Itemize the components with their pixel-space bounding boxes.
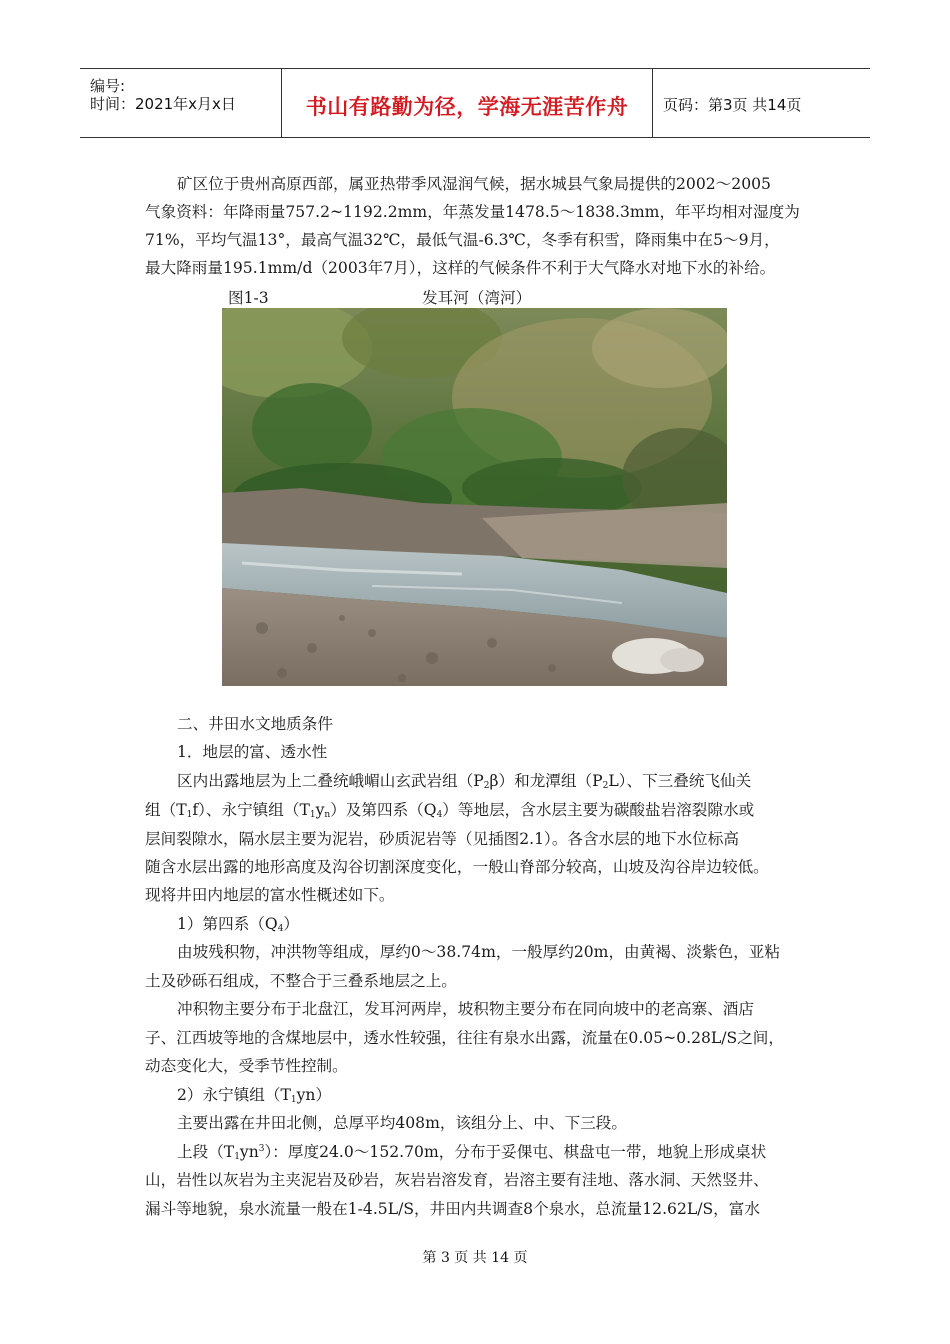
para1-line-5: 现将井田内地层的富水性概述如下。	[145, 886, 395, 904]
section-title: 二、井田水文地质条件	[177, 715, 333, 733]
para1-line-1: 区内出露地层为上二叠统峨嵋山玄武岩组$(P_2\beta)$和龙潭组$(P_2L)$、下三叠统飞仙关	[177, 772, 752, 791]
river-photo	[222, 308, 727, 686]
yongning-line-3: 山，岩性以灰岩为主夹泥岩及砂岩，灰岩岩溶发育，岩溶主要有洼地、落水洞、天然竖井、	[145, 1171, 769, 1189]
page-header	[80, 68, 870, 138]
para1-line-3: 层间裂隙水，隔水层主要为泥岩，砂质泥岩等（见插图2.1）。各含水层的地下水位标高	[145, 830, 739, 848]
header-mid-cell	[282, 69, 653, 137]
quaternary-line-4: 子、江西坡等地的含煤地层中，透水性较强，往往有泉水出露，流量在0.05~0.28L/S之间，	[145, 1029, 784, 1047]
yongning-line-4: 漏斗等地貌，泉水流量一般在1-4.5L/S，井田内共调查8个泉水，总流量12.62L/S，富水	[145, 1200, 760, 1218]
climate-line-3: 71%，平均气温13°，最高气温32℃，最低气温-6.3℃，冬季有积雪，降雨集中在5～9月，	[145, 231, 780, 249]
date-line: 时间：2021年x月x日	[90, 95, 236, 113]
quaternary-line-2: 土及砂砾石组成，不整合于三叠系地层之上。	[145, 972, 457, 990]
para1-line-4: 随含水层出露的地形高度及沟谷切割深度变化，一般山脊部分较高，山坡及沟谷岸边较低。	[145, 858, 769, 876]
climate-line-4: 最大降雨量195.1mm/d（2003年7月），这样的气候条件不利于大气降水对地下水的补给。	[145, 259, 776, 277]
header-right-cell	[653, 69, 870, 137]
yongning-title: 2）永宁镇组$(T_1yn)$	[177, 1086, 332, 1105]
climate-line-1: 矿区位于贵州高原西部，属亚热带季风湿润气候，据水城县气象局提供的2002～2005	[177, 175, 771, 193]
page-info: 页码：第3页 共14页	[663, 96, 802, 114]
quaternary-line-3: 冲积物主要分布于北盘江，发耳河两岸，坡积物主要分布在同向坡中的老高寨、酒店	[177, 1000, 754, 1018]
figure-number: 图1-3	[228, 289, 269, 307]
header-left-cell	[80, 69, 282, 137]
yongning-line-2: 上段$(T_1yn^3)$：厚度24.0～152.70m，分布于妥倮屯、棋盘屯一带，地貌上形成桌状	[177, 1143, 767, 1162]
quaternary-title: 1）第四系$(Q_4)$	[177, 915, 300, 934]
quaternary-line-5: 动态变化大，受季节性控制。	[145, 1057, 348, 1075]
figure-caption: 发耳河（湾河）	[422, 289, 532, 307]
para1-line-2: 组$(T_1f)$、永宁镇组$(T_1y_n)$及第四系$(Q_4)$等地层，含水层主要为碳酸盐岩溶裂隙水或	[145, 801, 755, 820]
quaternary-line-1: 由坡残积物，冲洪物等组成，厚约0～38.74m，一般厚约20m，由黄褐、淡紫色，亚粘	[177, 943, 780, 961]
number-label: 编号:	[90, 77, 126, 95]
motto: 书山有路勤为径，学海无涯苦作舟	[305, 95, 629, 119]
climate-line-2: 气象资料：年降雨量757.2~1192.2mm，年蒸发量1478.5～1838.3mm，年平均相对湿度为	[145, 203, 800, 221]
subsection-1-title: 1．地层的富、透水性	[177, 743, 328, 761]
yongning-line-1: 主要出露在井田北侧，总厚平均408m，该组分上、中、下三段。	[177, 1114, 627, 1132]
page-footer: 第 3 页 共 14 页	[422, 1250, 528, 1266]
